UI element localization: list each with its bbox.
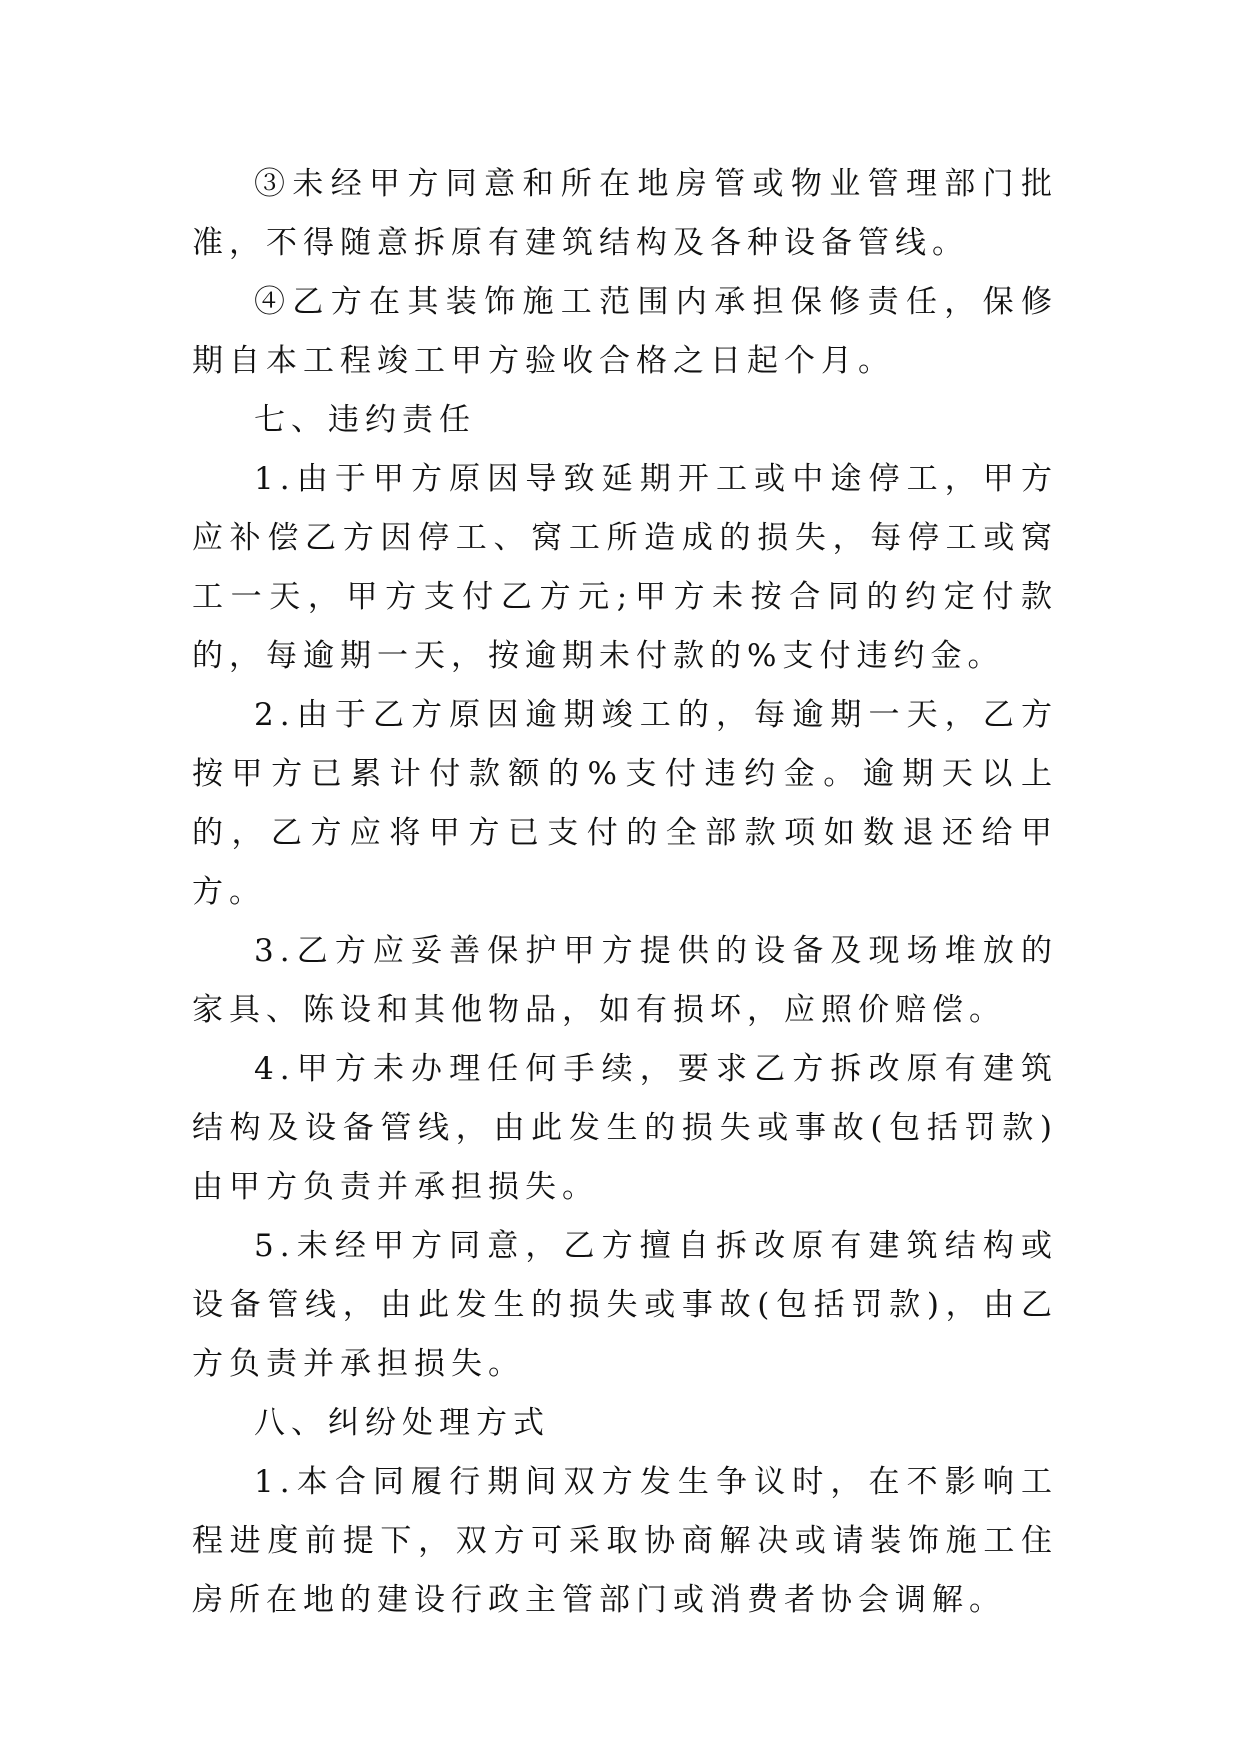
- clause-4-paragraph: ④乙方在其装饰施工范围内承担保修责任，保修期自本工程竣工甲方验收合格之日起个月。: [192, 284, 1058, 379]
- breach-item-1: 1.由于甲方原因导致延期开工或中途停工，甲方应补偿乙方因停工、窝工所造成的损失，每停工或窝工一天，甲方支付乙方元;甲方未按合同的约定付款的，每逾期一天，按逾期未付款的%支付违约金。: [192, 461, 1058, 674]
- breach-item-3: 3.乙方应妥善保护甲方提供的设备及现场堆放的家具、陈设和其他物品，如有损坏，应照价赔偿。: [192, 933, 1058, 1028]
- dispute-item-1: 1.本合同履行期间双方发生争议时，在不影响工程进度前提下，双方可采取协商解决或请装饰施工住房所在地的建设行政主管部门或消费者协会调解。: [192, 1464, 1058, 1618]
- breach-item-2: 2.由于乙方原因逾期竣工的，每逾期一天，乙方按甲方已累计付款额的%支付违约金。逾期天以上的，乙方应将甲方已支付的全部款项如数退还给甲方。: [192, 697, 1058, 910]
- document-body: [192, 155, 1058, 1630]
- breach-item-4: 4.甲方未办理任何手续，要求乙方拆改原有建筑结构及设备管线，由此发生的损失或事故(包括罚款)由甲方负责并承担损失。: [192, 1051, 1058, 1205]
- section-heading-dispute-resolution: 八、纠纷处理方式: [254, 1405, 550, 1441]
- section-heading-breach-liability: 七、违约责任: [254, 402, 476, 438]
- breach-item-5: 5.未经甲方同意，乙方擅自拆改原有建筑结构或设备管线，由此发生的损失或事故(包括罚款)，由乙方负责并承担损失。: [192, 1228, 1058, 1382]
- clause-3-paragraph: ③未经甲方同意和所在地房管或物业管理部门批准，不得随意拆原有建筑结构及各种设备管线。: [192, 166, 1058, 261]
